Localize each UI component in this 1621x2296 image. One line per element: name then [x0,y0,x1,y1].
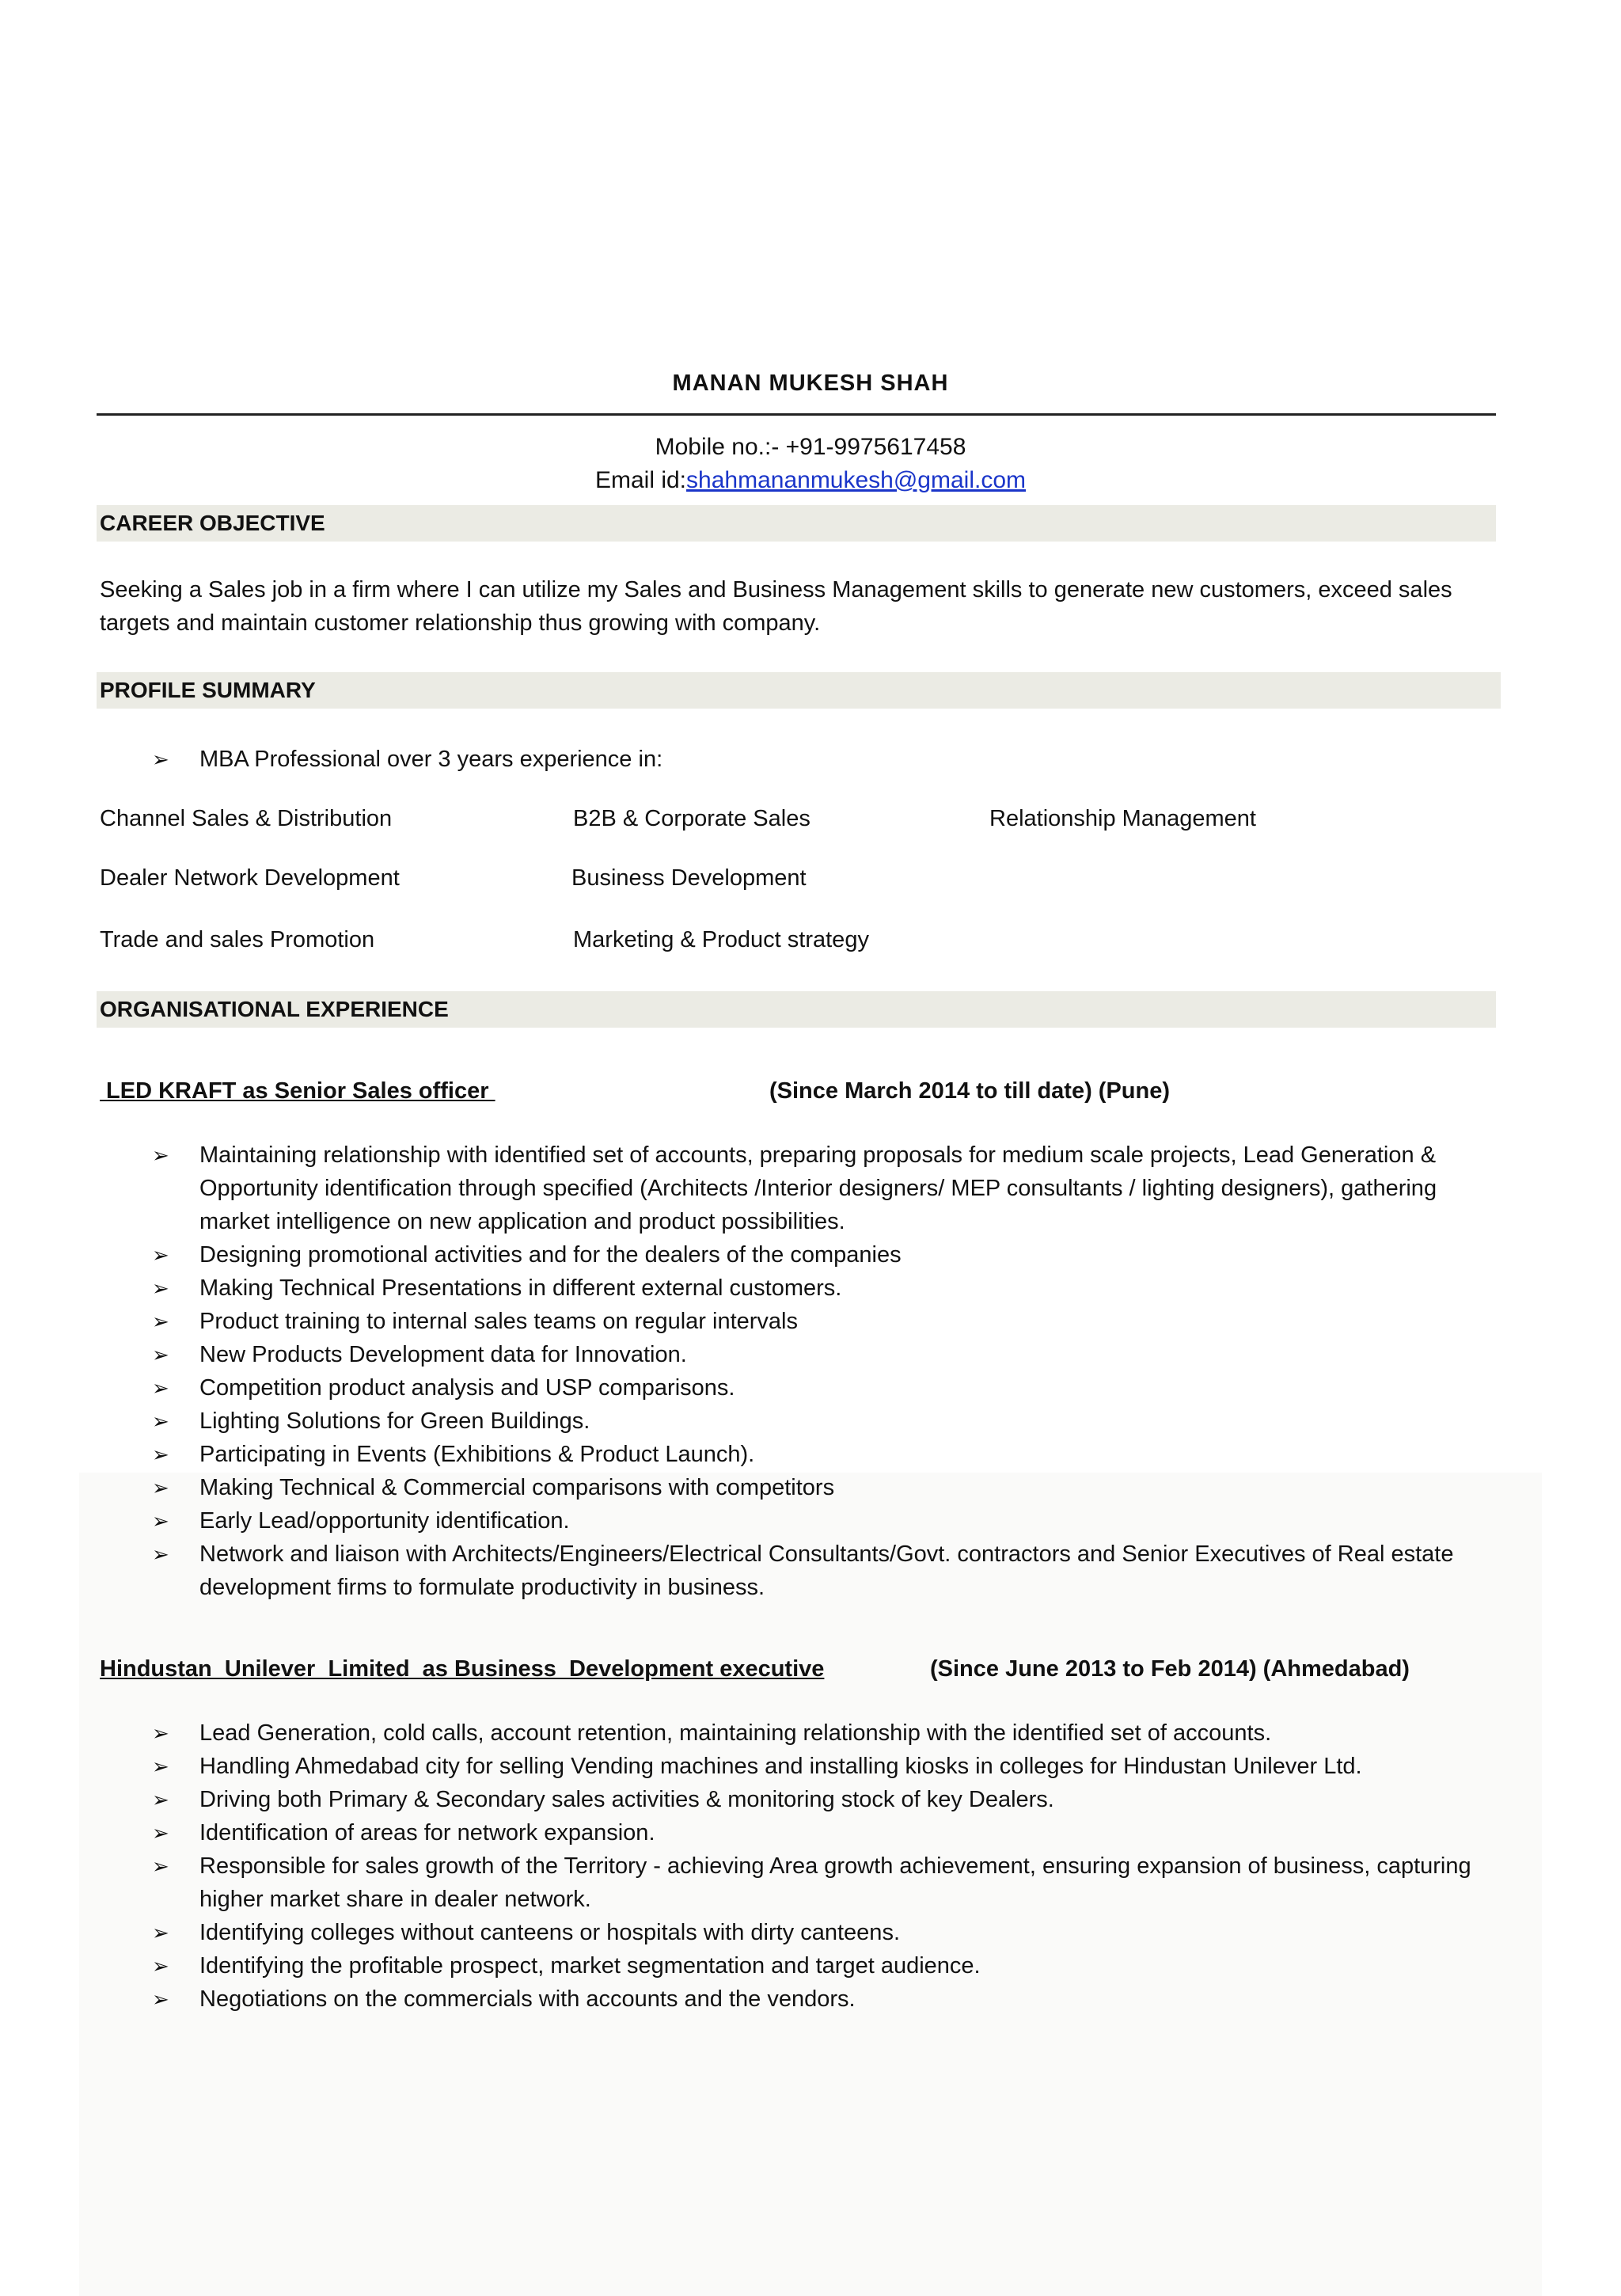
list-item [152,1538,1501,1604]
arrow-bullet-icon: ➢ [152,1143,169,1167]
mobile-number: Mobile no.:- +91-9975617458 [655,434,966,460]
list-item-text: Identification of areas for network expansion. [199,1820,655,1846]
arrow-bullet-icon: ➢ [152,1409,169,1433]
job-title-led-kraft: LED KRAFT as Senior Sales officer [100,1078,495,1104]
job-meta-hindustan-unilever: (Since June 2013 to Feb 2014) (Ahmedabad) [930,1656,1410,1682]
list-item-text: Competition product analysis and USP comparisons. [199,1375,735,1401]
arrow-bullet-icon: ➢ [152,1376,169,1400]
list-item-text: Lighting Solutions for Green Buildings. [199,1408,590,1434]
list-item-text: Maintaining relationship with identified set of accounts, preparing proposals for medium scale projects, Lead Generation & Opportunity identification through specified (Architects /Interior designers/ MEP consultants / lighting designers), gathering market intelligence on new application and product possibilities. [199,1142,1437,1234]
skill-item: B2B & Corporate Sales [573,806,810,831]
profile-intro-text: MBA Professional over 3 years experience in: [199,747,663,772]
list-item [152,1471,1501,1504]
list-item [152,1371,1501,1405]
list-item [152,1916,1501,1949]
section-organisational-experience: ORGANISATIONAL EXPERIENCE [97,991,1496,1028]
list-item-text: New Products Development data for Innovation. [199,1342,687,1367]
list-item [152,1405,1501,1438]
skill-item: Marketing & Product strategy [573,927,869,952]
list-item-text: Designing promotional activities and for the dealers of the companies [199,1242,902,1268]
email-label: Email id: [594,467,687,493]
list-item-text: Handling Ahmedabad city for selling Vending machines and installing kiosks in colleges for Hindustan Unilever Ltd. [199,1754,1362,1779]
list-item-text: Identifying the profitable prospect, market segmentation and target audience. [199,1953,981,1979]
list-item-text: Negotiations on the commercials with accounts and the vendors. [199,1986,856,2012]
arrow-bullet-icon: ➢ [152,1343,169,1367]
arrow-bullet-icon: ➢ [152,1788,169,1811]
email-line [0,467,1621,494]
list-item-text: Participating in Events (Exhibitions & Product Launch). [199,1442,755,1467]
skill-item: Business Development [571,865,807,891]
job-duties-hindustan-unilever [152,1716,1501,2016]
list-item [152,1783,1501,1816]
career-objective-text: Seeking a Sales job in a firm where I can utilize my Sales and Business Management skills to generate new customers, exceed sales targets and maintain customer relationship thus growing with company. [100,577,1452,636]
skill-item: Trade and sales Promotion [100,927,375,952]
list-item [152,1849,1501,1916]
arrow-bullet-icon: ➢ [152,1476,169,1500]
candidate-name: MANAN MUKESH SHAH [672,371,949,396]
list-item [152,1138,1501,1238]
arrow-bullet-icon: ➢ [152,747,169,771]
list-item [152,1816,1501,1849]
list-item-text: Lead Generation, cold calls, account retention, maintaining relationship with the identified set of accounts. [199,1720,1272,1746]
list-item-text: Driving both Primary & Secondary sales activities & monitoring stock of key Dealers. [199,1787,1054,1812]
arrow-bullet-icon: ➢ [152,1954,169,1978]
arrow-bullet-icon: ➢ [152,1821,169,1845]
arrow-bullet-icon: ➢ [152,1754,169,1778]
list-item-text: Early Lead/opportunity identification. [199,1508,570,1534]
job-meta-led-kraft: (Since March 2014 to till date) (Pune) [769,1078,1170,1104]
list-item [152,1305,1501,1338]
section-profile-summary: PROFILE SUMMARY [97,672,1501,709]
list-item [152,1949,1501,1982]
arrow-bullet-icon: ➢ [152,1721,169,1745]
list-item [152,1238,1501,1272]
list-item-text: Making Technical & Commercial comparisons with competitors [199,1475,835,1500]
arrow-bullet-icon: ➢ [152,1509,169,1533]
arrow-bullet-icon: ➢ [152,1243,169,1267]
list-item [152,1438,1501,1471]
arrow-bullet-icon: ➢ [152,1921,169,1944]
arrow-bullet-icon: ➢ [152,1987,169,2011]
list-item [152,1504,1501,1538]
job-duties-led-kraft [152,1138,1501,1604]
list-item [152,1716,1501,1750]
list-item [152,1750,1501,1783]
email-link[interactable]: shahmananmukesh@gmail.com [686,467,1027,493]
list-item [152,1338,1501,1371]
arrow-bullet-icon: ➢ [152,1542,169,1566]
arrow-bullet-icon: ➢ [152,1310,169,1333]
header-divider [97,413,1496,416]
list-item-text: Product training to internal sales teams on regular intervals [199,1309,798,1334]
arrow-bullet-icon: ➢ [152,1854,169,1878]
section-career-objective: CAREER OBJECTIVE [97,505,1496,542]
list-item-text: Identifying colleges without canteens or hospitals with dirty canteens. [199,1920,900,1945]
skill-item: Channel Sales & Distribution [100,806,393,831]
job-title-hindustan-unilever: Hindustan Unilever Limited as Business Development executive [100,1656,825,1682]
arrow-bullet-icon: ➢ [152,1276,169,1300]
skill-item: Relationship Management [989,806,1256,831]
list-item [152,1272,1501,1305]
arrow-bullet-icon: ➢ [152,1443,169,1466]
list-item-text: Making Technical Presentations in different external customers. [199,1275,842,1301]
list-item-text: Network and liaison with Architects/Engineers/Electrical Consultants/Govt. contractors and Senior Executives of Real estate development firms to formulate productivity in business. [199,1541,1454,1600]
list-item [152,1982,1501,2016]
list-item-text: Responsible for sales growth of the Territory - achieving Area growth achievement, ensuring expansion of business, capturing higher market share in dealer network. [199,1853,1471,1912]
skill-item: Dealer Network Development [100,865,400,891]
